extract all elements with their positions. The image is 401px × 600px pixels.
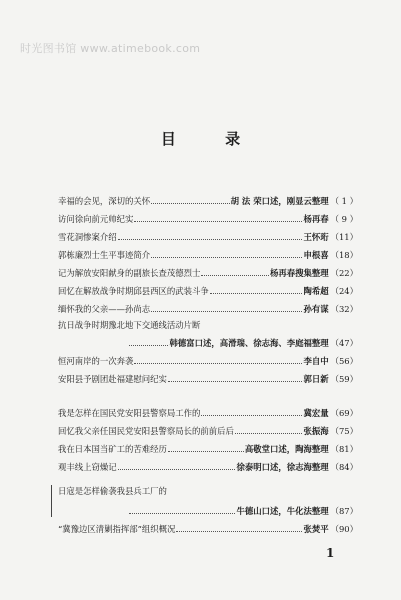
entry-title: 安阳县予剧团赴福建慰问纪实 — [58, 374, 167, 384]
toc-entry — [58, 250, 358, 261]
entry-title: 郭栋廉烈士生平事迹简介 — [58, 250, 151, 260]
entry-author: 张振海 — [303, 426, 329, 436]
leader-dots — [151, 197, 230, 204]
entry-page: （90） — [330, 524, 358, 534]
entry-page: （56） — [330, 356, 358, 366]
toc-entry-title-line: 抗日战争时期豫北地下交通线活动片断 — [58, 320, 201, 330]
toc-entry — [58, 444, 358, 455]
leader-dots — [235, 427, 303, 434]
leader-dots — [210, 287, 303, 294]
leader-dots — [201, 409, 302, 416]
toc-entry — [58, 196, 358, 207]
entry-title: 我是怎样在国民党安阳县警察局工作的 — [58, 408, 201, 418]
entry-page: （11） — [330, 232, 358, 242]
entry-page: （59） — [330, 374, 358, 384]
entry-author: 申根喜 — [303, 250, 329, 260]
leader-dots — [201, 269, 269, 276]
entry-page: （69） — [330, 408, 358, 418]
entry-author: 杨再春 — [303, 214, 329, 224]
toc-entry — [58, 374, 358, 385]
entry-title: “冀豫边区清剿指挥部”组织概况 — [58, 524, 176, 534]
entry-title: 幸福的会见，深切的关怀 — [58, 196, 151, 206]
entry-author: 韩德富口述，高滑瑞、徐志海、李庭福整理 — [169, 338, 329, 348]
entry-page: （81） — [330, 444, 358, 454]
entry-page: （18） — [330, 250, 358, 260]
toc-entry — [58, 426, 358, 437]
entry-author: 牛德山口述，牛化法整理 — [236, 506, 329, 516]
page-number: 1 — [326, 546, 335, 560]
leader-dots — [129, 507, 235, 514]
leader-dots — [176, 525, 302, 532]
watermark: 时光图书馆 www.atimebook.com — [20, 42, 201, 55]
leader-dots — [168, 445, 244, 452]
page-title: 目 录 — [160, 130, 263, 148]
margin-mark — [51, 485, 52, 517]
toc-entry — [58, 524, 358, 535]
leader-dots — [151, 251, 302, 258]
entry-author: 陶希超 — [303, 286, 329, 296]
entry-title: 观丰线上窃燥记 — [58, 462, 117, 472]
entry-page: （ 9 ） — [330, 214, 358, 224]
entry-author: 杨再春搜集整理 — [269, 268, 329, 278]
leader-dots — [118, 233, 303, 240]
entry-page: （47） — [330, 338, 358, 348]
toc-entry — [58, 338, 358, 349]
entry-author: 孙有谋 — [303, 304, 329, 314]
entry-author: 李自中 — [303, 356, 329, 366]
entry-title: 我在日本国当矿工的苦难经历 — [58, 444, 167, 454]
entry-author: 胡 法 荣口述，刚显云整理 — [230, 196, 329, 206]
toc-entry — [58, 408, 358, 419]
entry-title: 回忆我父亲任国民党安阳县警察局长的前前后后 — [58, 426, 234, 436]
toc-entry — [58, 286, 358, 297]
leader-dots — [118, 463, 236, 470]
leader-dots — [134, 215, 302, 222]
leader-dots — [134, 357, 302, 364]
toc-entry — [58, 462, 358, 473]
entry-page: （75） — [330, 426, 358, 436]
entry-title: 记为解放安阳献身的副旅长查茂德烈士 — [58, 268, 201, 278]
entry-title: 回忆在解放战争时期邱县西区的武装斗争 — [58, 286, 209, 296]
entry-author: 徐泰明口述，徐志海整理 — [236, 462, 329, 472]
toc-entry — [58, 304, 358, 315]
leader-dots — [129, 339, 168, 346]
entry-page: （84） — [330, 462, 358, 472]
entry-title: 访问徐向前元帅纪实 — [58, 214, 134, 224]
entry-page: （22） — [330, 268, 358, 278]
entry-author: 高敬堂口述，陶海整理 — [244, 444, 329, 454]
leader-dots — [168, 375, 303, 382]
entry-page: （32） — [330, 304, 358, 314]
entry-title: 雪花洞惨案介绍 — [58, 232, 117, 242]
entry-author: 王怀珩 — [303, 232, 329, 242]
entry-page: （87） — [330, 506, 358, 516]
entry-page: （24） — [330, 286, 358, 296]
toc-entry — [58, 506, 358, 517]
toc-entry-title-line: 日寇是怎样偷袭我县兵工厂的 — [58, 486, 167, 496]
toc-entry — [58, 214, 358, 225]
entry-page: （ 1 ） — [330, 196, 358, 206]
entry-title: 缅怀我的父亲——孙尚志 — [58, 304, 151, 314]
toc-entry — [58, 356, 358, 367]
toc-entry — [58, 232, 358, 243]
entry-author: 郭日新 — [303, 374, 329, 384]
entry-author: 冀宏量 — [303, 408, 329, 418]
entry-author: 张焚平 — [303, 524, 329, 534]
toc-entry — [58, 268, 358, 279]
leader-dots — [151, 305, 302, 312]
entry-title: 恒河南岸的一次奔袭 — [58, 356, 134, 366]
